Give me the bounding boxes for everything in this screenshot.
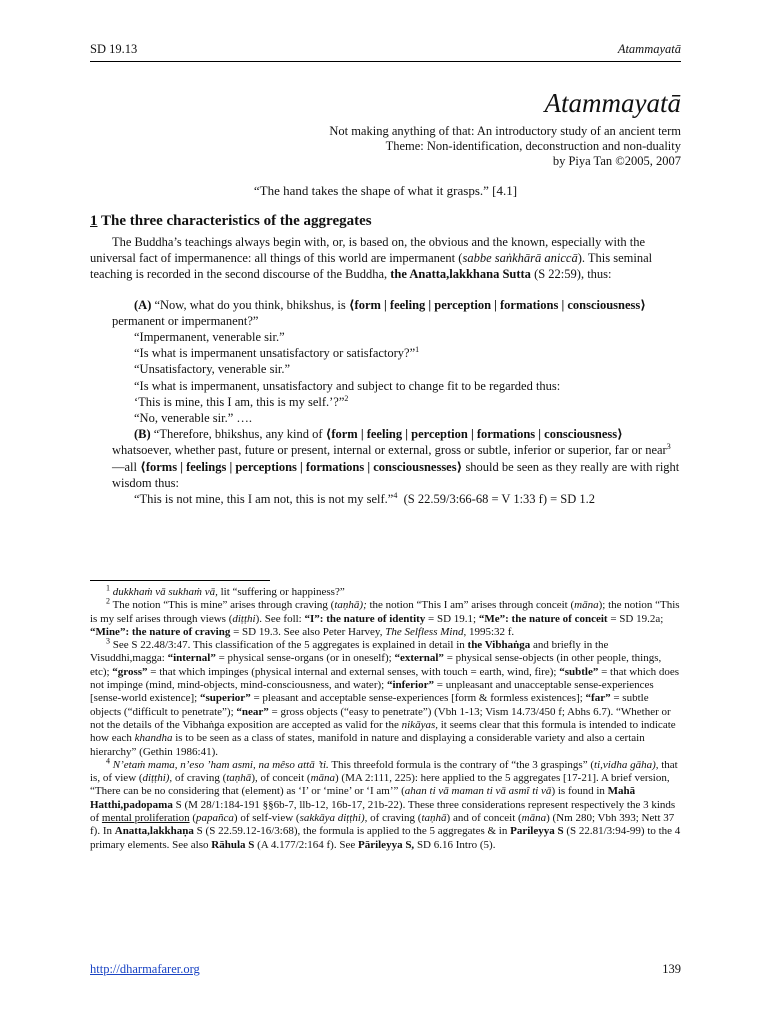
footnote-3: $^3$ See S 22.48/3:47. This classification of the 5 aggregates is explained in detail in the Vibhaṅga and briefly in the Visuddhi,magga: “internal” = physical sense-organs (or in oneself); “external” = physical sense-objects (in other people, things, etc); “gross” = that which impinges (physical internal and external senses, with touch = earth, wind, fire); “subtle” = that which does not impinge (mind, mind-objects, mind-consciousness, and water); “inferior” = unpleasant and unacceptable sense-experiences [sense-world existence]; “superior” = pleasant and acceptable sense-experiences [form & formless existences]; “far” = subtle objects (“difficult to penetrate”); “near” = gross objects (“easy to penetrate”) (Vbh 1-13; Vism 14.73/450 f; Abhs 6.7). “Whether or not the details of the Vibhaṅga exposition are accepted as valid for the nikāyas, it seems clear that this formula is intended to indicate how each khandha is to be seen as a class of states, manifold in nature and displaying a considerable variety and also a certain hierarchy” (Gethin 1986:41). [90,636,680,758]
footnote-ref-2[interactable]: 2 [344,393,349,403]
page-number: 139 [662,962,681,976]
footnote-rule [90,580,270,581]
footnote-2: $^2$ The notion “This is mine” arises through craving (taṇhā); the notion “This I am” arises through conceit (māna); the notion “This is my self arises through views (diṭṭhi). See foll: “I”: the nature of identity = SD 19.1; “Me”: the nature of conceit = SD 19.2a; “Mine”: the nature of craving = SD 19.3. See also Peter Harvey, The Selfless Mind, 1995:32 f. [90,596,680,638]
theme-line: Theme: Non-identification, deconstruction and non-duality [385,139,681,154]
footnote-1: $^1$ dukkhaṁ vā sukhaṁ vā, lit “suffering or happiness?” [106,583,345,598]
intro-paragraph: The Buddha’s teachings always begin with, or, is based on, the obvious and the known, especially with the universal fact of impermanence: all things of this world are impermanent (sabbe saṅkhārā aniccā). This seminal teaching is recorded in the second discourse of the Buddha, the Anatta,lakkhana Sutta (S 22:59), thus: [90,235,653,282]
section-number: 1 [90,213,98,229]
subtitle-line: Not making anything of that: An introductory study of an ancient term [329,124,681,138]
quote-b: (B) “Therefore, bhikshus, any kind of ⟨form | feeling | perception | formations | consciousness⟩ whatsoever, whether past, future or present, internal or external, gross or subtle, inferior or superior, far or near$^3$—all ⟨forms | feelings | perceptions | formations | consciousnesses⟩ should be seen as they really are with right wisdom thus: “This is not mine, this I am not, this is not my self.”$^4$ (S 22.59/3:66-68 = V 1:33 f) = SD 1.2 [112,427,680,507]
footnote-ref-3[interactable]: 3 [666,442,671,452]
subtitle-block [329,124,681,170]
author-line: by Piya Tan ©2005, 2007 [552,154,681,169]
footnotes [90,583,681,852]
section-heading [90,213,372,230]
footnote-ref-4[interactable]: 4 [393,490,398,500]
epigraph: “The hand takes the shape of what it grasps.” [4.1] [253,183,518,198]
header-sd-number: SD 19.13 [90,42,138,56]
website-link[interactable]: http://dharmafarer.org [90,962,200,976]
page-title: Atammayatā [544,88,681,118]
main-text [90,234,681,507]
header-rule [90,61,681,62]
quote-a: (A) “Now, what do you think, bhikshus, is ⟨form | feeling | perception | formations | consciousness⟩ permanent or impermanent?” “Impermanent, venerable sir.” “Is what is impermanent unsatisfactory or satisfactory?”$^1$ “Unsatisfactory, venerable sir.” “Is what is impermanent, unsatisfactory and subject to change fit to be regarded thus: ‘This is mine, this I am, this is my self.’?”$^2$ “No, venerable sir.” …. [112,297,646,426]
sutta-reference: (S 22.59/3:66-68 = V 1:33 f) = SD 1.2 [403,492,596,507]
section-title: The three characteristics of the aggregates [100,213,372,229]
footnote-4: $^4$ N’etaṁ mama, n’eso ’ham asmi, na mêso attā ’ti. This threefold formula is the contrary of “the 3 graspings” (ti,vidha gāha), that is, of view (diṭṭhi), of craving (taṇhā), of conceit (māna) (MA 2:111, 225): here applied to the 5 aggregates [17-21]. A brief version, “There can be no considering that (element) as ‘I’ or ‘mine’ or ‘I am’” (ahan ti vā maman ti vā asmî ti vā) is found in Mahā Hatthi,padopama S (M 28/1:184-191 §§6b-7, llb-12, 16b-17, 21b-22). These three considerations represent respectively the 3 kinds of mental proliferation (papañca) of self-view (sakkāya diṭṭhi), of craving (taṇhā) and of conceit (māna) (Nm 280; Vbh 393; Nett 37 f). In Anatta,lakkhaṇa S (S 22.59.12-16/3:68), the formula is applied to the 5 aggregates & in Parileyya S (S 22.81/3:94-99) to the 4 primary elements. See also Rāhula S (A 4.177/2:164 f). See Pārileyya S, SD 6.16 Intro (5). [90,756,681,851]
page-footer [90,962,681,977]
header-short-title: Atammayatā [617,42,681,56]
footnote-ref-1[interactable]: 1 [415,345,420,355]
